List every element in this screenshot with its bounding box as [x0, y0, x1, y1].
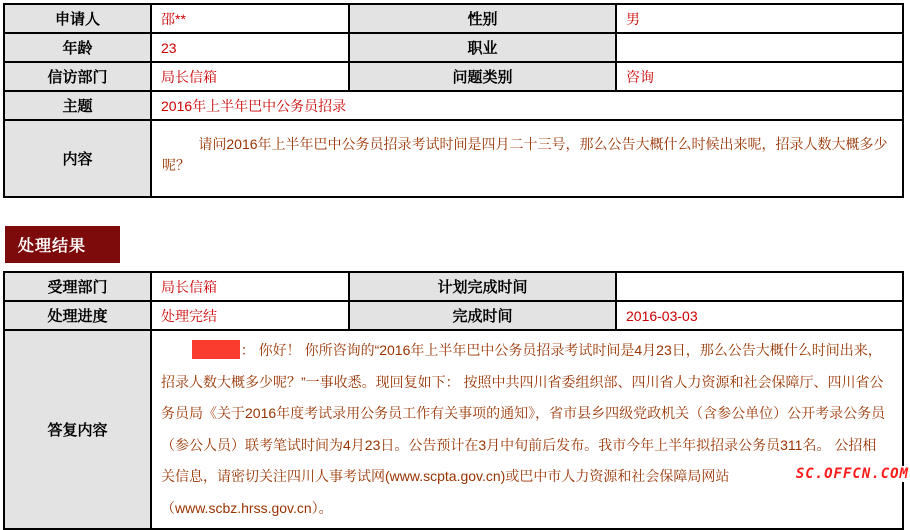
accept-dept-label: 受理部门 [4, 272, 151, 301]
reply-label: 答复内容 [4, 330, 151, 529]
accept-dept-value: 局长信箱 [151, 272, 349, 301]
result-table [3, 271, 904, 530]
progress-value: 处理完结 [151, 301, 349, 330]
reply-text: ： 你好！ 你所咨询的“2016年上半年巴中公务员招录考试时间是4月23日，那么公告大概什么时间出来，招录人数大概多少呢？”一事收悉。现回复如下： 按照中共四川省委组织部、四川省人力资源和社会保障厅、四川省公务员局《关于2016年度考试录用公务员工作有关事项的通知》，省市县乡四级党政机关（含参公单位）公开考录公务员（参公人员）联考笔试时间为4月23日。公告预计在3月中旬前后发布。我市今年上半年拟招录公务员311名。 公招相关信息，请密切关注四川人事考试网(www.scpta.gov.cn)或巴中市人力资源和社会保障局网站（www.scbz.hrss.gov.cn）。 [161, 342, 886, 516]
petition-dept-value: 局长信箱 [151, 62, 349, 91]
table-row [4, 4, 903, 33]
table-row [4, 120, 903, 197]
occupation-value [616, 33, 903, 62]
planned-completion-time-value [616, 272, 903, 301]
problem-category-label: 问题类别 [349, 62, 616, 91]
occupation-label: 职业 [349, 33, 616, 62]
gender-value: 男 [616, 4, 903, 33]
table-row [4, 33, 903, 62]
problem-category-value: 咨询 [616, 62, 903, 91]
subject-value: 2016年上半年巴中公务员招录 [151, 91, 903, 120]
subject-label: 主题 [4, 91, 151, 120]
petition-dept-label: 信访部门 [4, 62, 151, 91]
planned-completion-time-label: 计划完成时间 [349, 272, 616, 301]
watermark-logo: SC.OFFCN.COM [792, 466, 909, 482]
age-label: 年龄 [4, 33, 151, 62]
redacted-name-block [192, 340, 240, 359]
table-row [4, 62, 903, 91]
applicant-value: 邵** [151, 4, 349, 33]
content-value: 请问2016年上半年巴中公务员招录考试时间是四月二十三号，那么公告大概什么时候出来呢，招录人数大概多少呢？ [151, 120, 903, 197]
age-value: 23 [151, 33, 349, 62]
table-row [4, 91, 903, 120]
table-row [4, 272, 903, 301]
result-section-title: 处理结果 [5, 226, 120, 263]
progress-label: 处理进度 [4, 301, 151, 330]
completion-time-value: 2016-03-03 [616, 301, 903, 330]
content-label: 内容 [4, 120, 151, 197]
reply-cell [151, 330, 903, 529]
applicant-label: 申请人 [4, 4, 151, 33]
table-row [4, 301, 903, 330]
table-row [4, 330, 903, 529]
gender-label: 性别 [349, 4, 616, 33]
petition-info-table [3, 3, 904, 198]
completion-time-label: 完成时间 [349, 301, 616, 330]
